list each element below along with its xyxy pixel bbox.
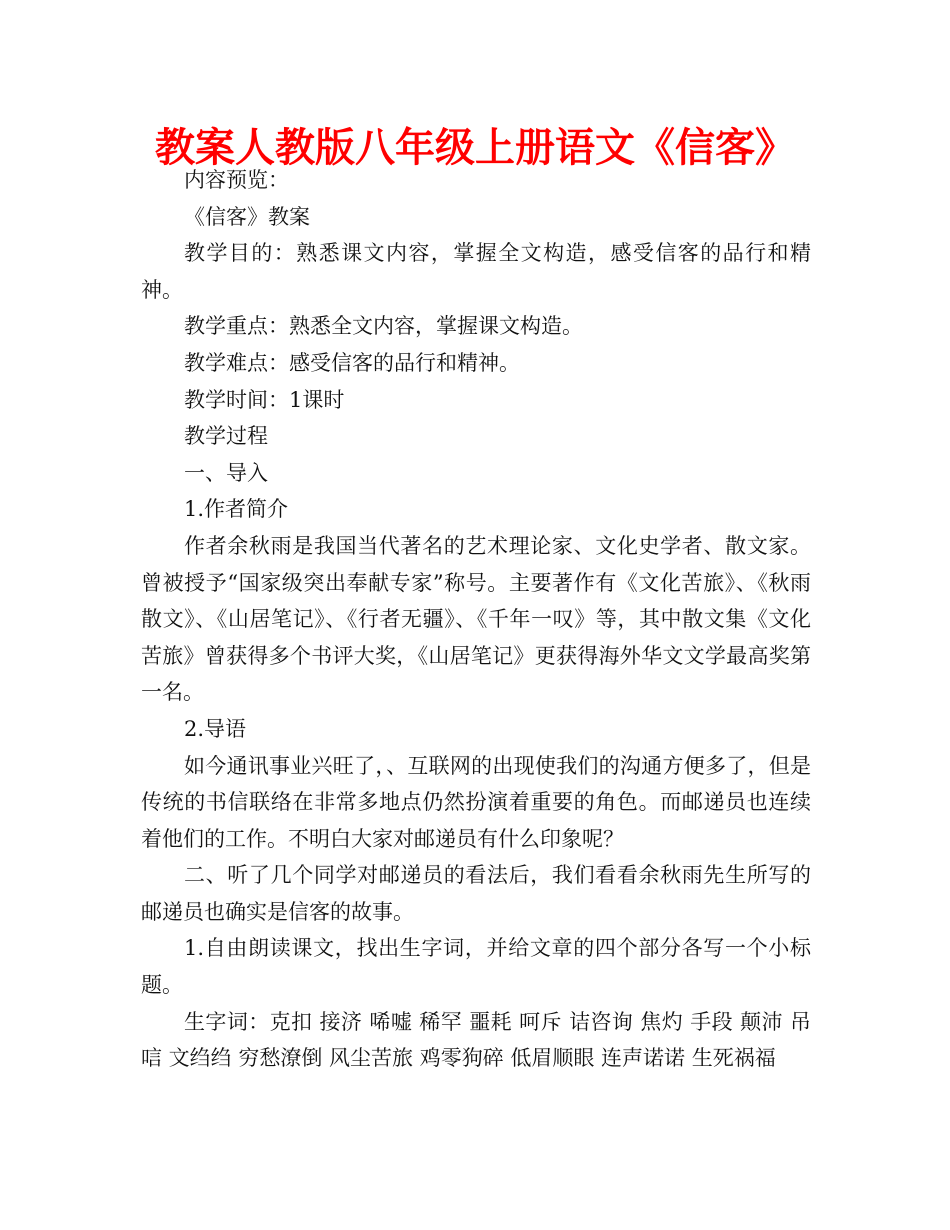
paragraph-section-two: 二、听了几个同学对邮递员的看法后，我们看看余秋雨先生所写的邮递员也确实是信客的故事。 [141, 863, 811, 924]
paragraph-author-bio: 作者余秋雨是我国当代著名的艺术理论家、文化史学者、散文家。曾被授予“国家级突出奉献专家”称号。主要著作有《文化苦旅》、《秋雨散文》、《山居笔记》、《行者无疆》、《千年一叹》等，其中散文集《文化苦旅》曾获得多个书评大奖，《山居笔记》更获得海外华文文学最高奖第一名。 [141, 533, 811, 705]
paragraph-author-heading: 1.作者简介 [184, 497, 289, 522]
paragraph-teaching-difficulty: 教学难点：感受信客的品行和精神。 [184, 350, 520, 375]
paragraph-vocabulary: 生字词：克扣 接济 唏嘘 稀罕 噩耗 呵斥 诘咨询 焦灼 手段 颠沛 吊唁 文绉绉 穷愁潦倒 风尘苦旅 鸡零狗碎 低眉顺眼 连声诺诺 生死祸福 [141, 1009, 811, 1071]
paragraph-lead-in-text: 如今通讯事业兴旺了，、互联网的出现使我们的沟通方便多了，但是传统的书信联络在非常多地点仍然扮演着重要的角色。而邮递员也连续着他们的工作。不明白大家对邮递员有什么印象呢？ [141, 753, 811, 851]
document-body [141, 162, 811, 1077]
paragraph-lesson-plan-label: 《信客》教案 [184, 204, 310, 229]
paragraph-teaching-process: 教学过程 [184, 424, 268, 449]
paragraph-teaching-purpose: 教学目的：熟悉课文内容，掌握全文构造，感受信客的品行和精神。 [141, 241, 811, 302]
paragraph-preview-label: 内容预览： [184, 168, 289, 192]
paragraph-section-intro: 一、导入 [184, 460, 268, 485]
paragraph-teaching-focus: 教学重点：熟悉全文内容，掌握课文构造。 [184, 314, 583, 339]
paragraph-lead-in-heading: 2.导语 [184, 716, 247, 741]
document-title: 教案人教版八年级上册语文《信客》 [155, 125, 795, 171]
paragraph-teaching-time: 教学时间：1课时 [184, 387, 345, 412]
paragraph-reading-task: 1.自由朗读课文，找出生字词，并给文章的四个部分各写一个小标题。 [141, 936, 811, 998]
